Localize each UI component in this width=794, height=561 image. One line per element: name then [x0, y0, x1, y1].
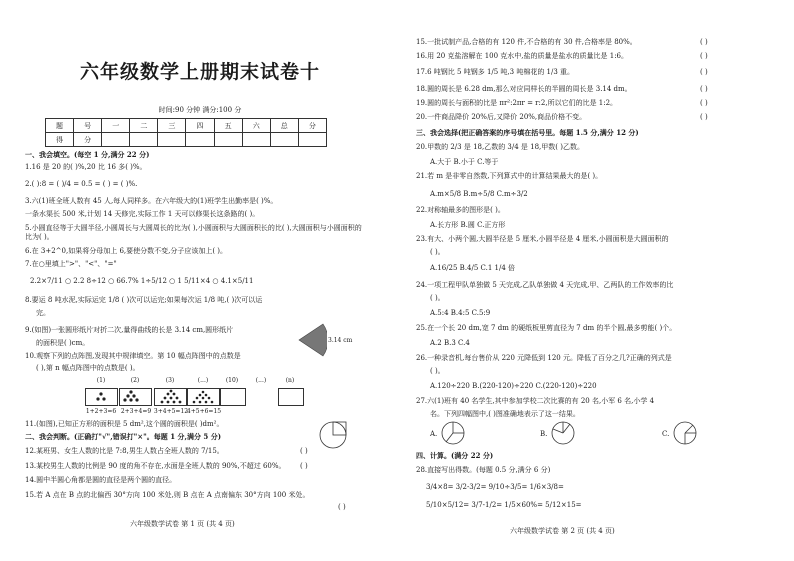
pattern-label: (...) [197, 377, 209, 384]
question-line: 完。 [36, 309, 50, 317]
exam-subtitle: 时间:90 分钟 满分:100 分 [158, 106, 242, 114]
score-cell[interactable] [270, 133, 298, 147]
answer-paren[interactable]: ( ) [300, 447, 308, 455]
score-header-cell: 三 [158, 119, 186, 133]
square-circle-figure [318, 420, 348, 450]
pattern-formula: 1+2+3=6 [85, 408, 117, 415]
answer-paren[interactable]: ( ) [700, 68, 708, 76]
pie-chart-b[interactable] [550, 420, 576, 446]
pattern-formula: 3+4+5=12 [153, 408, 189, 415]
question-line: ( )。 [430, 294, 445, 302]
question-line: 5.小圆直径等于大圆半径,小圆周长与大圆周长的比为( ),小圆面积与大圆面积长的比( ),大圆面积与小圆面积的比为( )。 [25, 224, 362, 241]
score-cell[interactable] [214, 133, 242, 147]
page-right [400, 0, 794, 561]
section-heading: 三、我会选择(把正确答案的序号填在括号里。每题 1.5 分,满分 12 分) [416, 128, 639, 137]
pattern-label: (2) [130, 377, 140, 384]
score-header-cell: 题 [46, 119, 74, 133]
question-line: 19.圆的周长与面积的比是 πr²:2πr = r:2,所以它们的比是 1:2。 [416, 99, 618, 107]
question-line: 18.圆的周长是 6.28 dm,那么对应同样长的半圆的周长是 3.14 dm。 [416, 85, 632, 93]
answer-paren[interactable]: ( ) [700, 52, 708, 60]
choice-line: A.16/25 B.4/5 C.1 1/4 倍 [430, 264, 516, 272]
question-line: 23.有大、小两个圆,大圆半径是 5 厘米,小圆半径是 4 厘米,小圆面积是大圆面积的 [416, 235, 669, 243]
page-footer: 六年级数学试卷 第 1 页 (共 4 页) [130, 520, 235, 528]
folded-circle-figure [297, 322, 327, 358]
score-label-cell: 得 [46, 133, 74, 147]
calc-row: 5/10×5/12= 3/7-1/2= 1/5×60%= 5/12×15= [426, 501, 582, 509]
question-line: 20.一件商品降价 20%后,又降价 20%,商品价格不变。 [416, 113, 587, 121]
pattern-label: (1) [96, 377, 106, 384]
answer-paren[interactable]: ( ) [300, 462, 308, 470]
question-line: 15.若 A 点在 B 点的北偏西 30°方向 100 米处,则 B 点在 A 点南偏东 30°方向 100 米处。 [25, 491, 310, 499]
question-line: 24.一项工程甲队单独做 5 天完成,乙队单独做 4 天完成,甲、乙两队的工作效率的比 [416, 281, 674, 289]
choice-line: A.长方形 B.圆 C.正方形 [430, 221, 506, 229]
question-line: 10.观察下列的点阵图,发现其中规律填空。第 10 幅点阵图中的点数是 [25, 352, 241, 360]
pattern-label: (3) [165, 377, 175, 384]
question-line: 20.甲数的 2/3 是 18,乙数的 3/4 是 18,甲数( )乙数。 [416, 143, 584, 151]
section-heading: 二、我会判断。(正确打"√",错误打"×"。每题 1 分,满分 5 分) [25, 432, 222, 441]
pattern-label: (n) [285, 377, 295, 384]
choice-label: A. [430, 430, 438, 438]
question-line: 3.六(1)班全班人数有 45 人,每人同样多。在六年级大的(1)班学生出勤率是( )%。 [25, 197, 278, 205]
section-heading: 一、我会填空。(每空 1 分,满分 22 分) [25, 150, 150, 159]
page-footer: 六年级数学试卷 第 2 页 (共 4 页) [510, 527, 615, 535]
score-row [46, 133, 327, 147]
score-table [45, 118, 327, 147]
choice-line: A.5:4 B.4:5 C.5:9 [430, 309, 491, 317]
question-line: 8.要运 8 吨水泥,实际运完 1/8 ( )次可以运完;如果每次运 1/8 吨,( )次可以运 [25, 296, 263, 304]
score-cell[interactable] [298, 133, 326, 147]
dot-pattern-n [278, 388, 304, 406]
calc-row: 3/4×8= 3/2-3/2= 9/10÷3/5= 1/6×3/8= [426, 483, 564, 491]
section-heading: 四、计算。(满分 22 分) [416, 451, 494, 460]
question-line: 11.(如图),已知正方形的面积是 5 dm²,这个圆的面积是( )dm²。 [25, 420, 224, 428]
question-line: 25.在一个长 20 dm,宽 7 dm 的硬纸板里剪直径为 7 dm 的半个圆,最多剪能( )个。 [416, 324, 677, 332]
choice-line: A.2 B.3 C.4 [430, 339, 470, 347]
answer-paren[interactable]: ( ) [700, 85, 708, 93]
question-line: 13.某校男生人数的比例是 90 度的角不存在,水面是全班人数的 90%,不超过 60%。 [25, 462, 286, 470]
score-cell[interactable] [186, 133, 214, 147]
question-line: 22.对称轴最多的图形是( )。 [416, 206, 505, 214]
choice-label: C. [662, 430, 670, 438]
question-line: 17.6 吨钢比 5 吨钢多 1/5 吨,3 吨棉花的 1/3 重。 [416, 68, 575, 76]
pattern-label: (...) [255, 377, 267, 384]
question-line: 6.在 3+2^0,如果将分母加上 6,要使分数不变,分子应该加上( )。 [25, 247, 228, 255]
question-line: ( )。 [430, 248, 445, 256]
score-cell[interactable] [242, 133, 270, 147]
choice-label: B. [540, 430, 548, 438]
score-label-cell: 分 [74, 133, 102, 147]
question-line: 9.(如图)一张圆形纸片对折二次,量得曲线的长是 3.14 cm,圆形纸片 [25, 326, 234, 334]
question-line: 14.圆中半圆心角都是圆的直径是两个圆的直径。 [25, 476, 177, 484]
score-header-cell: 总 [270, 119, 298, 133]
question-line: 的面积是( )cm。 [36, 339, 90, 347]
score-cell[interactable] [102, 133, 130, 147]
choice-line: A.120÷220 B.(220-120)÷220 C.(220-120)÷220 [430, 382, 597, 390]
score-header-cell: 号 [74, 119, 102, 133]
score-header-cell: 一 [102, 119, 130, 133]
score-header-cell: 四 [186, 119, 214, 133]
pattern-label: (10) [225, 377, 239, 384]
question-line: 26.一种录音机,每台售价从 220 元降低到 120 元。降低了百分之几?正确的列式是 [416, 354, 672, 362]
score-header-cell: 六 [242, 119, 270, 133]
score-header-cell: 二 [130, 119, 158, 133]
score-cell[interactable] [158, 133, 186, 147]
score-cell[interactable] [130, 133, 158, 147]
pie-chart-c[interactable] [672, 420, 698, 446]
question-line: ( )。 [430, 367, 445, 375]
pattern-formula: 2+3+4=9 [120, 408, 152, 415]
question-line: 15.一批试制产品,合格的有 120 件,不合格的有 30 件,合格率是 80%。 [416, 38, 637, 46]
exam-title: 六年级数学上册期末试卷十 [79, 61, 320, 83]
pattern-formula: 4+5+6=15 [186, 408, 222, 415]
answer-paren[interactable]: ( ) [700, 38, 708, 46]
answer-paren[interactable]: ( ) [700, 113, 708, 121]
answer-paren[interactable]: ( ) [700, 99, 708, 107]
choice-line: A.大于 B.小于 C.等于 [430, 158, 499, 166]
question-line: 28.直接写出得数。(每题 0.5 分,满分 6 分) [416, 466, 551, 474]
score-header-cell: 五 [214, 119, 242, 133]
question-line: 7.在○里填上">"、"<"、"=" [25, 260, 117, 268]
question-line: 2.( ):8 = ( )/4 = 0.5 = ( ) = ( )%. [25, 180, 138, 188]
question-line: 一条水渠长 500 米,计划 14 天修完,实际工作 1 天可以修渠长这条路的( )。 [25, 210, 260, 218]
question-line: 名。下列四幅图中,( )图准确地表示了这一结果。 [430, 410, 580, 418]
question-line: 21.若 m 是非零自然数,下列算式中的计算结果最大的是( )。 [416, 172, 603, 180]
figure-label: 3.14 cm [328, 337, 353, 344]
score-header-cell: 分 [298, 119, 326, 133]
question-line: 16.用 20 克盐溶解在 100 克水中,盐的质量是盐水的质量比是 1:6。 [416, 52, 629, 60]
score-header-row [46, 119, 327, 133]
question-line: 1.16 是 20 的( )%,20 比 16 多( )%。 [25, 163, 147, 171]
compare-line: 2.2×7/11 ○ 2.2 8÷12 ○ 66.7% 1÷5/12 ○ 1 5/11×4 ○ 4.1×5/11 [30, 277, 254, 285]
question-line: 12.某班男、女生人数的比是 7:8,男生人数占全班人数的 7/15。 [25, 447, 224, 455]
pie-chart-a[interactable] [440, 420, 466, 446]
question-line: 27.六(1)班有 40 名学生,其中参加学校二次比赛的有 20 名,小军 6 名,小学 4 [416, 397, 655, 405]
question-line: ( ),第 n 幅点阵图中的点数是( )。 [36, 364, 140, 372]
answer-paren[interactable]: ( ) [338, 503, 346, 511]
choice-line: A.m×5/8 B.m÷5/8 C.m÷3/2 [430, 190, 528, 198]
dot-grid [85, 388, 225, 406]
